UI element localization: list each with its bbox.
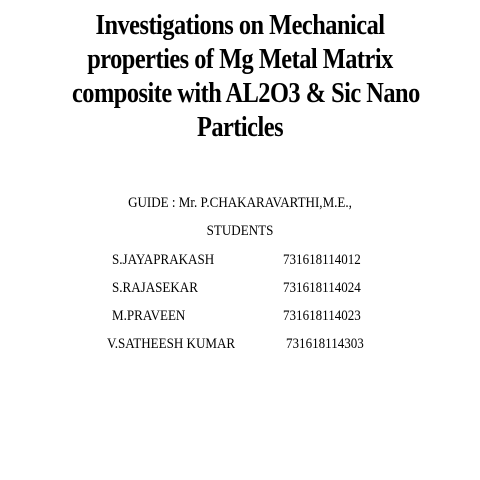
title-line: properties of Mg Metal Matrix: [87, 43, 393, 75]
student-register-number: 731618114303: [286, 336, 364, 352]
student-register-number: 731618114024: [283, 280, 361, 296]
student-row: [0, 307, 480, 325]
student-register-number: 731618114012: [283, 252, 361, 268]
student-name: V.SATHEESH KUMAR: [107, 336, 236, 352]
student-row: [0, 251, 480, 269]
title-line: Particles: [196, 111, 284, 143]
student-register-number: 731618114023: [283, 308, 361, 324]
students-heading: STUDENTS: [206, 223, 274, 239]
guide-line: GUIDE : Mr. P.CHAKARAVARTHI,M.E.,: [128, 195, 352, 211]
student-row: [0, 335, 480, 353]
slide-title: [72, 8, 420, 144]
student-name: S.JAYAPRAKASH: [112, 252, 215, 268]
title-line: Investigations on Mechanical: [95, 9, 385, 41]
student-name: M.PRAVEEN: [112, 308, 186, 324]
student-row: [0, 279, 480, 297]
title-line: composite with AL2O3 & Sic Nano: [72, 77, 420, 109]
student-name: S.RAJASEKAR: [112, 280, 198, 296]
